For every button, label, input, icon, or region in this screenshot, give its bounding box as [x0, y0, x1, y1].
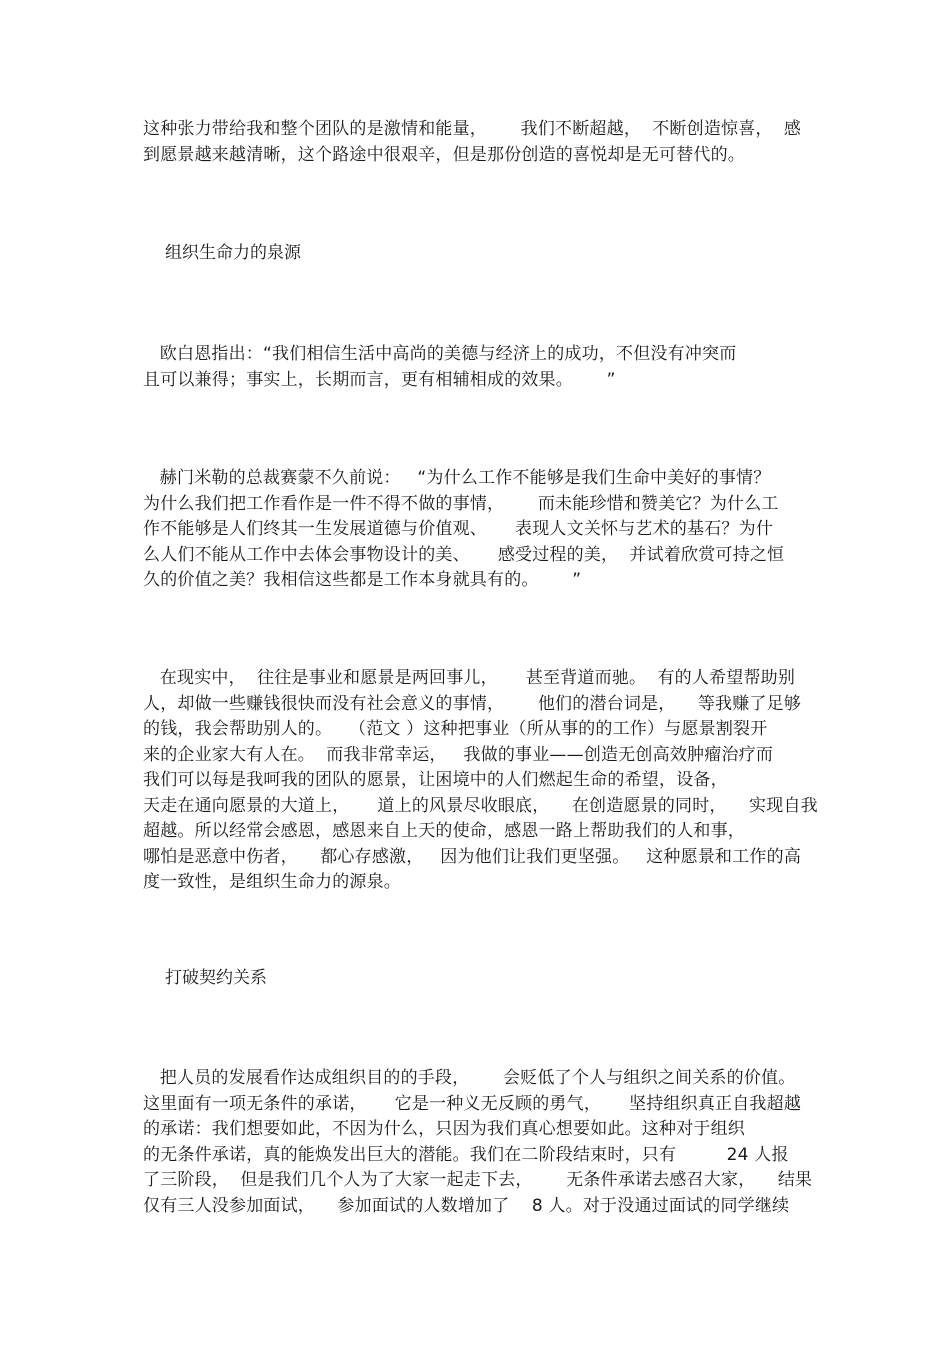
- paragraph-1: [143, 117, 813, 168]
- paragraph-line: 赫门米勒的总裁赛蒙不久前说： “为什么工作不能够是我们生命中美好的事情？: [143, 468, 771, 488]
- paragraph-line: 在现实中， 往往是事业和愿景是两回事儿， 甚至背道而驰。 有的人希望帮助别: [143, 668, 796, 688]
- paragraph-line: 这种张力带给我和整个团队的是激情和能量， 我们不断超越， 不断创造惊喜， 感: [143, 119, 802, 139]
- paragraph-line: 的承诺：我们想要如此，不因为什么，只因为我们真心想要如此。这种对于组织: [143, 1119, 745, 1139]
- paragraph-line: 哪怕是恶意中伤者， 都心存感激， 因为他们让我们更坚强。 这种愿景和工作的高: [143, 846, 802, 867]
- paragraph-line: 超越。所以经常会感恩，感恩来自上天的使命，感恩一路上帮助我们的人和事，: [143, 821, 745, 841]
- paragraph-line: 度一致性，是组织生命力的源泉。: [143, 872, 401, 892]
- paragraph-line: 作不能够是人们终其一生发展道德与价值观、 表现人文关怀与艺术的基石？为什: [143, 519, 774, 539]
- paragraph-line: 欧白恩指出：“我们相信生活中高尚的美德与经济上的成功，不但没有冲突而: [143, 344, 737, 364]
- paragraph-line: 来的企业家大有人在。 而我非常幸运， 我做的事业——创造无创高效肿瘤治疗而: [143, 744, 774, 765]
- paragraph-line: 了三阶段， 但是我们几个人为了大家一起走下去， 无条件承诺去感召大家， 结果: [143, 1170, 813, 1190]
- paragraph-4: [143, 666, 818, 896]
- paragraph-line: 么人们不能从工作中去体会事物设计的美、 感受过程的美， 并试着欣赏可持之恒: [143, 544, 785, 565]
- paragraph-line: 把人员的发展看作达成组织目的的手段， 会贬低了个人与组织之间关系的价值。: [143, 1068, 796, 1088]
- section-heading-contract: 打破契约关系: [165, 968, 267, 988]
- paragraph-line: 这里面有一项无条件的承诺， 它是一种义无反顾的勇气， 坚持组织真正自我超越: [143, 1093, 802, 1114]
- paragraph-line: 天走在通向愿景的大道上， 道上的风景尽收眼底， 在创造愿景的同时， 实现自我: [143, 795, 818, 816]
- paragraph-line: 为什么我们把工作看作是一件不得不做的事情， 而未能珍惜和赞美它？为什么工: [143, 493, 779, 514]
- paragraph-line: 的钱，我会帮助别人的。 （范文 ）这种把事业（所从事的的工作）与愿景割裂开: [143, 719, 768, 739]
- paragraph-line: 久的价值之美？我相信这些都是工作本身就具有的。 ”: [143, 570, 582, 590]
- paragraph-line: 我们可以每是我呵我的团队的愿景，让困境中的人们燃起生命的希望，设备，: [143, 770, 728, 790]
- paragraph-3: [143, 466, 813, 594]
- paragraph-line: 的无条件承诺，真的能焕发出巨大的潜能。我们在二阶段结束时，只有 24 人报: [143, 1144, 789, 1165]
- paragraph-2: [143, 342, 813, 393]
- paragraph-5: [143, 1066, 813, 1219]
- paragraph-line: 且可以兼得；事实上，长期而言，更有相辅相成的效果。 ”: [143, 369, 616, 390]
- paragraph-line: 仅有三人没参加面试， 参加面试的人数增加了 8 人。对于没通过面试的同学继续: [143, 1195, 790, 1216]
- section-heading-vitality: 组织生命力的泉源: [165, 243, 301, 263]
- paragraph-line: 到愿景越来越清晰，这个路途中很艰辛，但是那份创造的喜悦却是无可替代的。: [143, 144, 745, 165]
- paragraph-line: 人，却做一些赚钱很快而没有社会意义的事情， 他们的潜台词是， 等我赚了足够: [143, 693, 802, 714]
